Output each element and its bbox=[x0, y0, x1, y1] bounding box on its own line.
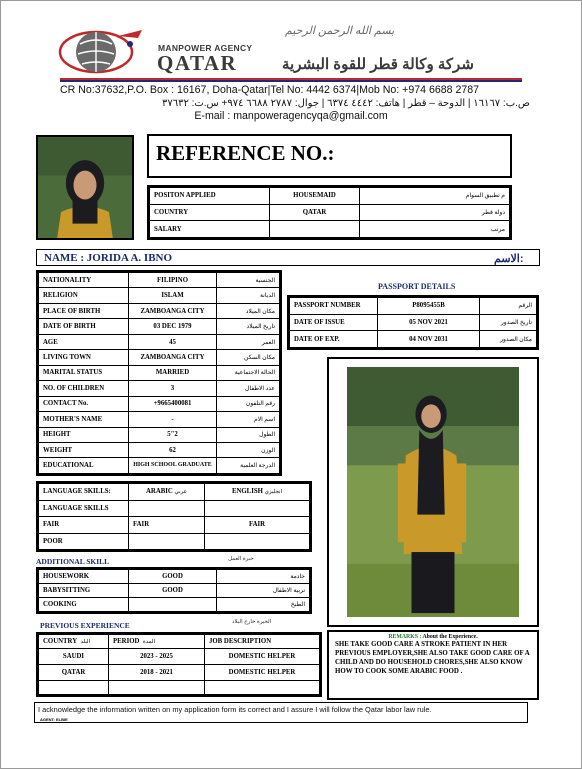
personal-field-label: MARITAL STATUS bbox=[39, 365, 129, 380]
skill-label-ar: تربية الاطفال bbox=[217, 584, 310, 598]
personal-field-label: MOTHER'S NAME bbox=[39, 412, 129, 427]
experience-table bbox=[36, 632, 322, 697]
passport-heading: PASSPORT DETAILS bbox=[378, 282, 456, 291]
passport-number-value: P8095455B bbox=[378, 298, 480, 315]
salary-label-ar: مرتب bbox=[360, 221, 510, 238]
experience-period: 2018 - 2021 bbox=[109, 665, 205, 681]
personal-field-value: 45 bbox=[129, 334, 217, 349]
personal-field-label: NO. OF CHILDREN bbox=[39, 381, 129, 396]
expiry-date-label-ar: مكان الصدور bbox=[480, 331, 537, 348]
arabic-level bbox=[129, 533, 205, 550]
personal-field-label-ar: مكان السكن bbox=[217, 350, 280, 365]
personal-field-value: FILIPINO bbox=[129, 273, 217, 288]
personal-field-label: EDUCATIONAL bbox=[39, 458, 129, 474]
table-row bbox=[150, 221, 510, 238]
experience-job: DOMESTIC HELPER bbox=[205, 665, 320, 681]
issue-date-value: 05 NOV 2021 bbox=[378, 314, 480, 331]
passport-number-label-ar: الرقم bbox=[480, 298, 537, 315]
table-row bbox=[39, 334, 280, 349]
experience-job: DOMESTIC HELPER bbox=[205, 649, 320, 665]
table-row bbox=[39, 517, 310, 534]
table-row bbox=[39, 635, 320, 649]
personal-field-label-ar: رقم التلفون bbox=[217, 396, 280, 411]
table-row bbox=[39, 584, 310, 598]
position-label: POSITON APPLIED bbox=[150, 188, 270, 205]
table-row bbox=[39, 381, 280, 396]
skill-level bbox=[129, 598, 217, 612]
personal-field-label: WEIGHT bbox=[39, 442, 129, 457]
table-row bbox=[39, 442, 280, 457]
language-table bbox=[36, 481, 312, 552]
experience-heading-ar: الخبرة خارج البلاد bbox=[232, 619, 272, 625]
skill-label: BABYSITTING bbox=[39, 584, 129, 598]
expiry-date-label: DATE OF EXP. bbox=[290, 331, 378, 348]
experience-heading: PREVIOUS EXPERIENCE bbox=[40, 621, 130, 630]
personal-field-label-ar: تاريخ الميلاد bbox=[217, 319, 280, 334]
personal-field-value: MARRIED bbox=[129, 365, 217, 380]
table-row bbox=[39, 665, 320, 681]
skill-level: GOOD bbox=[129, 584, 217, 598]
country-value: QATAR bbox=[270, 204, 360, 221]
agency-logo bbox=[58, 24, 150, 78]
personal-field-label: HEIGHT bbox=[39, 427, 129, 442]
experience-period: 2023 - 2025 bbox=[109, 649, 205, 665]
table-row bbox=[39, 319, 280, 334]
arabic-agency-name: شركة وكالة قطر للقوة البشرية bbox=[282, 56, 474, 73]
personal-details-table bbox=[36, 270, 282, 476]
english-level bbox=[205, 533, 310, 550]
personal-field-label-ar: العمر bbox=[217, 334, 280, 349]
personal-field-value: 03 DEC 1979 bbox=[129, 319, 217, 334]
table-row bbox=[150, 204, 510, 221]
personal-field-label: DATE OF BIRTH bbox=[39, 319, 129, 334]
table-row bbox=[150, 188, 510, 205]
personal-field-label-ar: الحالة الاجتماعية bbox=[217, 365, 280, 380]
personal-field-label-ar: الديانة bbox=[217, 288, 280, 303]
skills-table bbox=[36, 567, 312, 614]
language-level-label: POOR bbox=[39, 533, 129, 550]
table-row bbox=[39, 484, 310, 501]
profile-photo-small bbox=[36, 135, 134, 240]
personal-field-label-ar: عدد الاطفال bbox=[217, 381, 280, 396]
acknowledgement-text: I acknowledge the information written on my application form its correct and I assure I will follow the Qatar labor law rule. bbox=[38, 705, 432, 714]
experience-country: QATAR bbox=[39, 665, 109, 681]
country-label-ar: دولة قطر bbox=[360, 204, 510, 221]
table-row bbox=[39, 458, 280, 474]
address-line: CR No:37632,P.O. Box : 16167, Doha-Qatar|Tel No: 4442 6374|Mob No: +974 6688 2787 bbox=[60, 84, 480, 96]
period-column-header-ar: المدة bbox=[142, 639, 155, 645]
personal-field-value: ZAMBOANGA CITY bbox=[129, 303, 217, 318]
personal-field-value: HIGH SCHOOL GRADUATE bbox=[129, 458, 217, 474]
reference-title: REFERENCE NO.: bbox=[156, 141, 335, 165]
expiry-date-value: 04 NOV 2031 bbox=[378, 331, 480, 348]
address-line-arabic: ص.ب: ١٦١٦٧ | الدوحة – قطر | هاتف: ٤٤٤٢ ٦٣٧٤ | جوال: ٢٧٨٧ ٦٦٨٨ ٩٧٤+ س.ت: ٣٧٦٣٢ bbox=[161, 98, 530, 109]
email-line: E-mail : manpoweragencyqa@gmail.com bbox=[194, 110, 388, 122]
arabic-column-label-ar: عربي bbox=[174, 489, 187, 496]
position-label-ar: م تطبيق السوام bbox=[360, 188, 510, 205]
agency-tagline: MANPOWER AGENCY bbox=[158, 43, 253, 53]
skill-label: HOUSEWORK bbox=[39, 570, 129, 584]
table-row bbox=[39, 500, 310, 517]
skill-label-ar: خادمة bbox=[217, 570, 310, 584]
salary-value bbox=[270, 221, 360, 238]
position-value: HOUSEMAID bbox=[270, 188, 360, 205]
arabic-level: FAIR bbox=[129, 517, 205, 534]
remarks-text: SHE TAKE GOOD CARE A STROKE PATIENT IN HER PREVIOUS EMPLOYER,SHE ALSO TAKE GOOD CARE OF A CHILD AND DO HOUSEHOLD CHORES,SHE ALSO KNOW HOW TO COOK SOME ARABIC FOOD . bbox=[335, 641, 530, 675]
passport-number-label: PASSPORT NUMBER bbox=[290, 298, 378, 315]
remarks-label-rest: About the Experience. bbox=[422, 634, 478, 640]
table-row bbox=[39, 649, 320, 665]
table-row bbox=[290, 331, 537, 348]
profile-photo-full bbox=[327, 357, 539, 627]
table-row bbox=[39, 396, 280, 411]
english-column-label-ar: انجليزي bbox=[264, 489, 283, 496]
candidate-name-ar: الاسم: bbox=[494, 253, 524, 265]
personal-field-label: PLACE OF BIRTH bbox=[39, 303, 129, 318]
table-row bbox=[39, 273, 280, 288]
table-row bbox=[39, 570, 310, 584]
country-label: COUNTRY bbox=[150, 204, 270, 221]
header-rule-navy bbox=[60, 80, 522, 82]
skill-label-ar: الطبخ bbox=[217, 598, 310, 612]
position-table bbox=[147, 185, 512, 240]
language-level-label: FAIR bbox=[39, 517, 129, 534]
candidate-name: NAME : JORIDA A. IBNO bbox=[44, 252, 173, 264]
personal-field-label-ar: الجنسية bbox=[217, 273, 280, 288]
table-row bbox=[290, 314, 537, 331]
personal-field-value: 3 bbox=[129, 381, 217, 396]
skill-label: COOKING bbox=[39, 598, 129, 612]
table-row bbox=[39, 303, 280, 318]
country-column-header-ar: البلد bbox=[80, 639, 91, 645]
personal-field-label-ar: الدرجة العلمية bbox=[217, 458, 280, 474]
arabic-column-label: ARABIC bbox=[146, 488, 173, 496]
personal-field-label: RELIGION bbox=[39, 288, 129, 303]
table-row bbox=[39, 350, 280, 365]
personal-field-label-ar: اسم الام bbox=[217, 412, 280, 427]
personal-field-value: 62 bbox=[129, 442, 217, 457]
language-header-label: LANGUAGE SKILLS: bbox=[39, 484, 129, 501]
table-row bbox=[39, 365, 280, 380]
additional-skill-heading-ar: خبرة العمل bbox=[228, 556, 254, 562]
table-row bbox=[39, 427, 280, 442]
passport-table bbox=[287, 295, 539, 350]
country-column-header: COUNTRY bbox=[43, 638, 78, 645]
table-row bbox=[39, 412, 280, 427]
personal-field-label-ar: مكان الميلاد bbox=[217, 303, 280, 318]
personal-field-label: LIVING TOWN bbox=[39, 350, 129, 365]
experience-country: SAUDI bbox=[39, 649, 109, 665]
salary-label: SALARY bbox=[150, 221, 270, 238]
table-row bbox=[290, 298, 537, 315]
personal-field-value: - bbox=[129, 412, 217, 427]
personal-field-value: +9665400081 bbox=[129, 396, 217, 411]
agent-name: AGENT: ELBIE bbox=[40, 717, 68, 722]
personal-field-label-ar: الطول bbox=[217, 427, 280, 442]
language-skills-title: LANGUAGE SKILLS bbox=[39, 500, 129, 517]
remarks-label: REMARKS : bbox=[388, 634, 423, 640]
period-column-header: PERIOD bbox=[113, 638, 140, 645]
remarks-box bbox=[327, 630, 539, 700]
table-row bbox=[39, 288, 280, 303]
additional-skill-heading: ADDITIONAL SKILL bbox=[36, 557, 110, 566]
table-row bbox=[39, 598, 310, 612]
agency-name: QATAR bbox=[157, 51, 238, 75]
personal-field-label: CONTACT No. bbox=[39, 396, 129, 411]
personal-field-value: 5"2 bbox=[129, 427, 217, 442]
table-row bbox=[39, 681, 320, 695]
job-column-header: JOB DESCRIPTION bbox=[205, 635, 320, 649]
personal-field-label-ar: الوزن bbox=[217, 442, 280, 457]
personal-field-label: AGE bbox=[39, 334, 129, 349]
table-row bbox=[39, 533, 310, 550]
personal-field-value: ISLAM bbox=[129, 288, 217, 303]
issue-date-label: DATE OF ISSUE bbox=[290, 314, 378, 331]
arabic-bismillah: بسم الله الرحمن الرحيم bbox=[285, 25, 395, 37]
issue-date-label-ar: تاريخ الصدور bbox=[480, 314, 537, 331]
skill-level: GOOD bbox=[129, 570, 217, 584]
english-column-label: ENGLISH bbox=[231, 488, 263, 496]
personal-field-label: NATIONALITY bbox=[39, 273, 129, 288]
personal-field-value: ZAMBOANGA CITY bbox=[129, 350, 217, 365]
english-level: FAIR bbox=[205, 517, 310, 534]
